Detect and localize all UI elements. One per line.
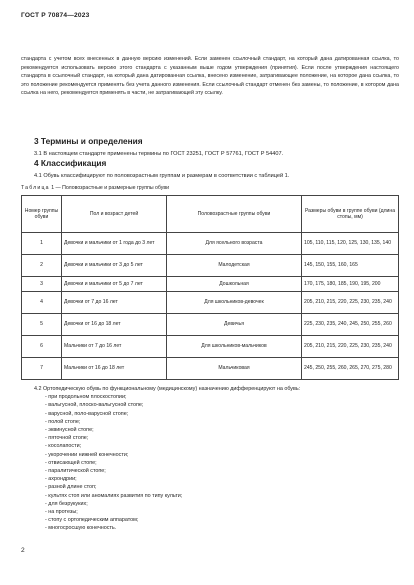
cell-group-number: 3 xyxy=(22,277,62,292)
table-row xyxy=(22,255,399,277)
list-item: - отвисающей стопе; xyxy=(45,459,97,466)
list-item: - эквинусной стопе; xyxy=(45,427,94,434)
document-header: ГОСТ Р 70874—2023 xyxy=(21,12,90,19)
header-sizes: Размеры обуви в группе обуви (длина стопы, мм) xyxy=(302,196,399,233)
cell-group-number: 6 xyxy=(22,336,62,358)
table-row xyxy=(22,336,399,358)
list-item: - паралитической стопе; xyxy=(45,468,106,475)
table-row xyxy=(22,233,399,255)
cell-group-number: 7 xyxy=(22,358,62,380)
cell-sizes: 225, 230, 235, 240, 245, 250, 255, 260 xyxy=(302,314,399,336)
section-4-heading: 4 Классификация xyxy=(34,158,107,168)
list-item: - укорочении нижней конечности; xyxy=(45,451,129,458)
list-item: - полой стопе; xyxy=(45,418,81,425)
table-caption-number: 1 xyxy=(51,185,55,191)
cell-sizes: 205, 210, 215, 220, 225, 230, 235, 240 xyxy=(302,336,399,358)
header-group-number: Номер группы обуви xyxy=(22,196,62,233)
cell-sizes: 105, 110, 115, 120, 125, 130, 135, 140 xyxy=(302,233,399,255)
table-caption xyxy=(21,185,169,191)
cell-gender-age: Девочки от 16 до 18 лет xyxy=(62,314,167,336)
list-item: - пяточной стопе; xyxy=(45,435,89,442)
cell-age-group: Дошкольная xyxy=(167,277,302,292)
cell-age-group: Для школьников-мальчиков xyxy=(167,336,302,358)
section-3-text: 3.1 В настоящем стандарте применены термины по ГОСТ 23251, ГОСТ Р 57761, ГОСТ Р 54407. xyxy=(34,151,284,157)
cell-age-group: Малодетская xyxy=(167,255,302,277)
cell-gender-age: Мальчики от 16 до 18 лет xyxy=(62,358,167,380)
cell-age-group: Для ясельного возраста xyxy=(167,233,302,255)
shoe-size-table xyxy=(21,195,399,380)
cell-age-group: Девичья xyxy=(167,314,302,336)
cell-sizes: 205, 210, 215, 220, 225, 230, 235, 240 xyxy=(302,292,399,314)
list-item: - на протезы; xyxy=(45,509,78,516)
cell-gender-age: Девочки от 7 до 16 лет xyxy=(62,292,167,314)
table-row xyxy=(22,292,399,314)
list-item: - стопу с ортопедическим аппаратом; xyxy=(45,517,139,524)
cell-gender-age: Мальчики от 7 до 16 лет xyxy=(62,336,167,358)
cell-group-number: 4 xyxy=(22,292,62,314)
cell-sizes: 145, 150, 155, 160, 165 xyxy=(302,255,399,277)
section-4-1-text: 4.1 Обувь классифицируют по половозрастным группам и размерам в соответствии с таблицей 1. xyxy=(34,173,290,179)
header-age-group: Половозрастные группы обуви xyxy=(167,196,302,233)
cell-age-group: Для школьников-девочек xyxy=(167,292,302,314)
cell-group-number: 2 xyxy=(22,255,62,277)
table-header-row xyxy=(22,196,399,233)
list-item: - многосросшую конечность. xyxy=(45,525,117,532)
section-4-2 xyxy=(34,385,398,533)
list-item: - культях стоп или аномалиях развития по типу культи; xyxy=(45,492,183,499)
cell-gender-age: Девочки и мальчики от 1 года до 3 лет xyxy=(62,233,167,255)
cell-gender-age: Девочки и мальчики от 5 до 7 лет xyxy=(62,277,167,292)
section-3-heading: 3 Термины и определения xyxy=(34,136,143,146)
list-item: - ахрондрии; xyxy=(45,476,77,483)
list-item: - при продольном плоскостопии; xyxy=(45,394,127,401)
table-caption-prefix: Таблица xyxy=(21,185,50,191)
list-item: - разной длине стоп; xyxy=(45,484,97,491)
list-item: - вальгусной, плоско-вальгусной стопе; xyxy=(45,402,144,409)
table-row xyxy=(22,277,399,292)
cell-sizes: 170, 175, 180, 185, 190, 195, 200 xyxy=(302,277,399,292)
cell-group-number: 5 xyxy=(22,314,62,336)
table-row xyxy=(22,314,399,336)
section-4-2-text: 4.2 Ортопедическую обувь по функциональному (медицинскому) назначению дифференцируют на обувь: xyxy=(34,386,301,392)
cell-age-group: Мальчиковая xyxy=(167,358,302,380)
cell-gender-age: Девочки и мальчики от 3 до 5 лет xyxy=(62,255,167,277)
cell-sizes: 245, 250, 255, 260, 265, 270, 275, 280 xyxy=(302,358,399,380)
list-item: - косолапости; xyxy=(45,443,82,450)
page-number: 2 xyxy=(21,547,25,554)
table-row xyxy=(22,358,399,380)
list-item: - варусной, поло-варусной стопе; xyxy=(45,410,129,417)
cell-group-number: 1 xyxy=(22,233,62,255)
table-caption-title: — Половозрастные и размерные группы обуви xyxy=(55,185,169,191)
intro-paragraph: стандарта с учетом всех внесенных в данную версию изменений. Если заменен ссылочный стандарт, на который дана датированная ссылка, то рекомендуется использовать версию этого стандарта с указанным выше годом утверждения (принятия). Если после утверждения настоящего стандарта в ссылочный стандарт, на который дана датированная ссылка, внесено изменение, затрагивающее положение, на которое дана ссылка, то это положение рекомендуется применять без учета данного изменения. Если ссылочный стандарт отменен без замены, то положение, в котором дана ссылка на него, рекомендуется применять в части, не затрагивающей эту ссылку. xyxy=(21,56,399,96)
header-gender-age: Пол и возраст детей xyxy=(62,196,167,233)
list-item: - для безрукуких; xyxy=(45,500,88,507)
